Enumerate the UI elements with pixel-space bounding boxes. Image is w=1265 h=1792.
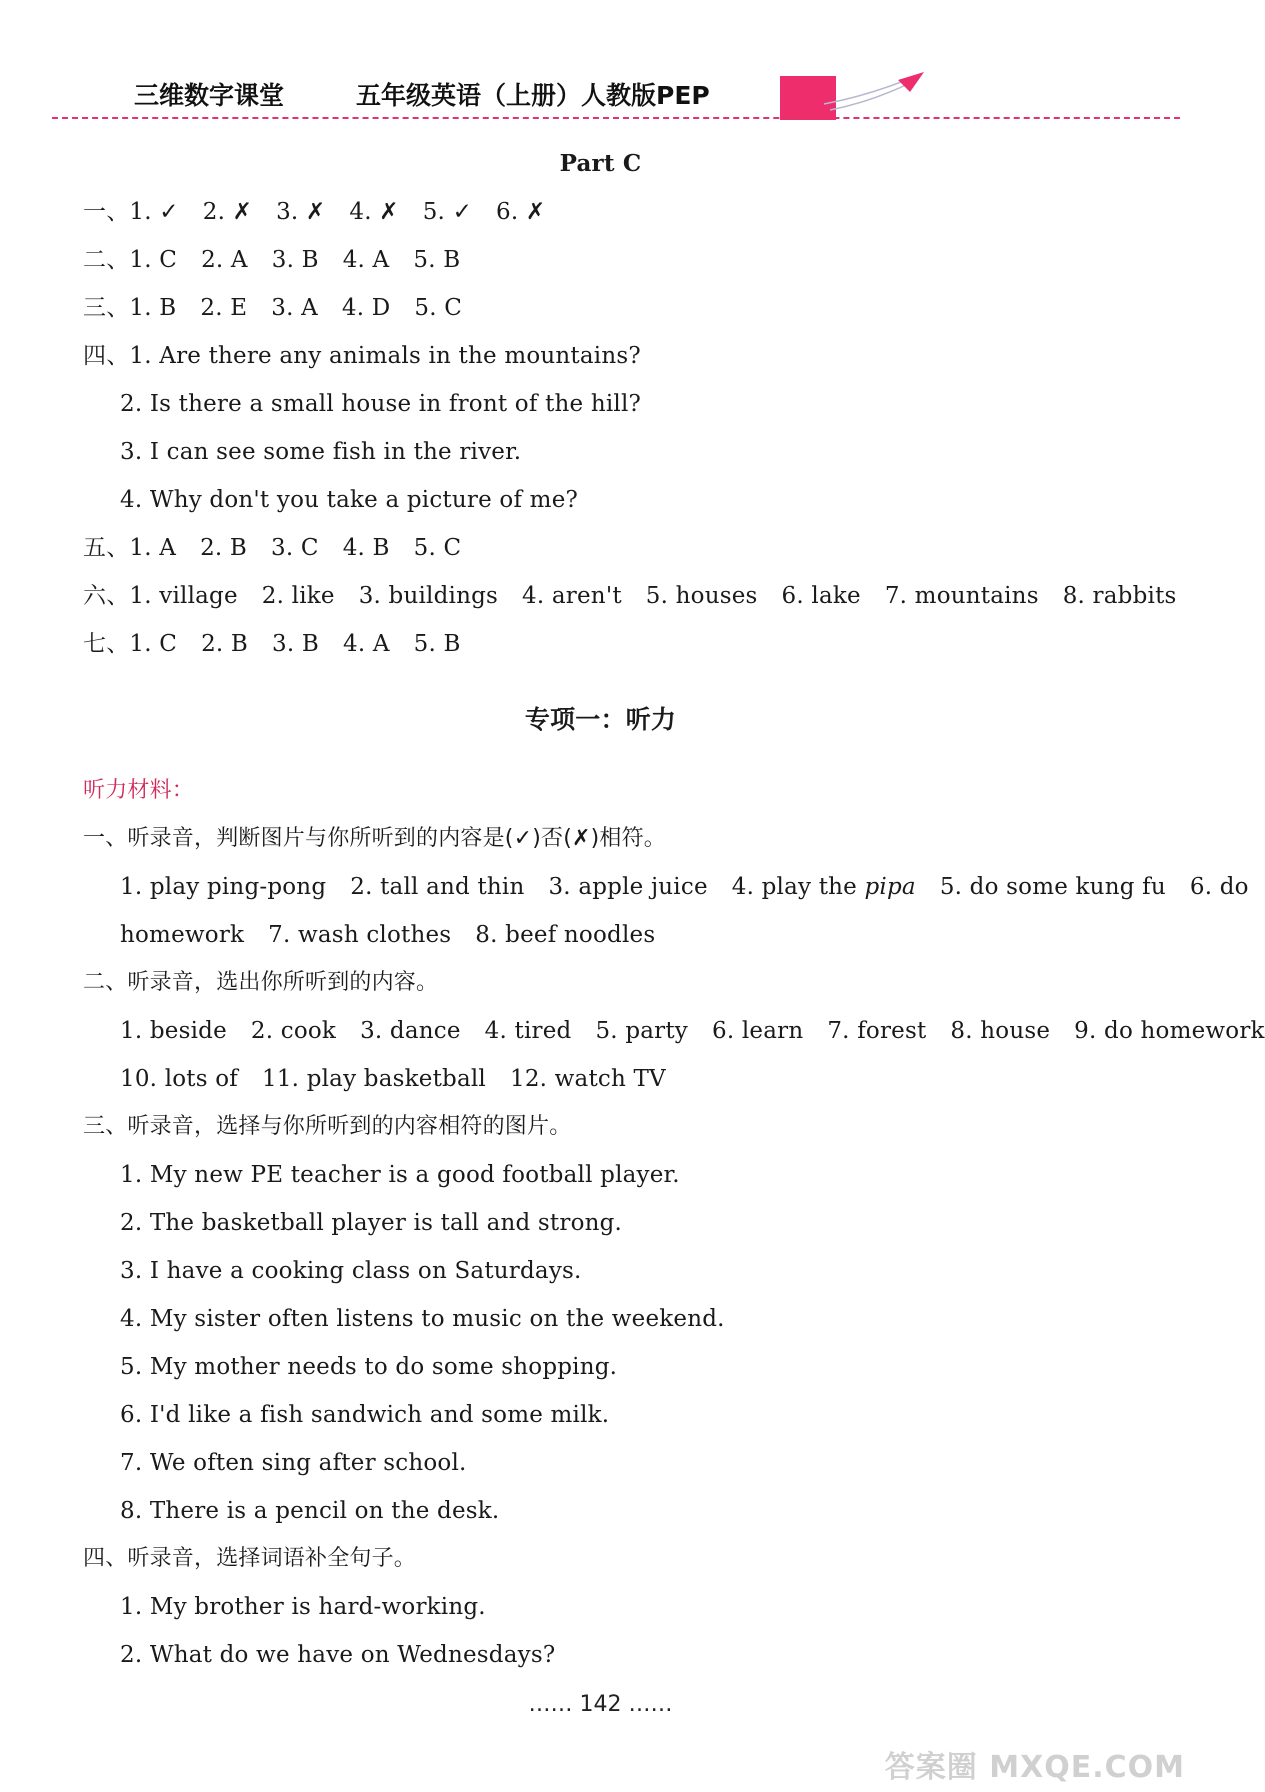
answer-row-5	[83, 533, 461, 563]
section-4-heading: 四、听录音，选择词语补全句子。	[83, 1546, 417, 1571]
sentence: 2. The basketball player is tall and strong.	[120, 1210, 623, 1236]
answer-item: 6. learn	[712, 1018, 804, 1044]
sentence: 1. My brother is hard-working.	[120, 1594, 486, 1620]
answer-item: 2. A	[201, 247, 248, 273]
sentence: 7. We often sing after school.	[120, 1450, 467, 1476]
answer-item: 1. ✓	[129, 199, 179, 225]
answer-item: 2. ✗	[202, 199, 253, 225]
answer-row-4-line-1	[83, 341, 641, 371]
answer-item: 3. B	[271, 247, 319, 273]
sentence: 4. Why don't you take a picture of me?	[120, 487, 579, 513]
sentence: 1. Are there any animals in the mountains?	[129, 343, 641, 369]
sentence: 3. I can see some fish in the river.	[120, 439, 522, 465]
answer-item: 12. watch TV	[509, 1066, 666, 1092]
answer-row-3	[83, 293, 462, 323]
row-label: 三、	[83, 295, 130, 321]
row-label: 四、	[83, 343, 130, 369]
answer-item: 2. B	[200, 535, 248, 561]
answer-item: homework	[120, 922, 245, 948]
answer-item: 7. forest	[827, 1018, 927, 1044]
answer-item: 8. house	[950, 1018, 1051, 1044]
row-label: 五、	[83, 535, 130, 561]
answer-row-1	[83, 197, 545, 227]
answer-item: 4. aren't	[522, 583, 622, 609]
answer-item: 5. C	[414, 295, 463, 321]
sentence: 5. My mother needs to do some shopping.	[120, 1354, 618, 1380]
answer-item: 4. ✗	[349, 199, 399, 225]
answer-item: 4. A	[342, 247, 390, 273]
pipa-prefix: 4. play the	[731, 874, 865, 900]
answer-item: 8. beef noodles	[475, 922, 656, 948]
answer-item: 5. ✓	[422, 199, 473, 225]
answer-item: 10. lots of	[120, 1066, 239, 1092]
sentence: 8. There is a pencil on the desk.	[120, 1498, 500, 1524]
answer-item: 5. C	[413, 535, 462, 561]
answer-item: 1. village	[129, 583, 238, 609]
answer-item: 2. B	[201, 631, 249, 657]
answer-item: 3. dance	[360, 1018, 461, 1044]
material-label: 听力材料：	[83, 778, 195, 803]
answer-item: 5. houses	[645, 583, 758, 609]
answer-item: 3. B	[272, 631, 319, 657]
answer-item: 5. do some kung fu	[939, 874, 1166, 900]
row-label: 二、	[83, 247, 130, 273]
answer-row-7	[83, 629, 461, 659]
answer-item: 1. C	[129, 247, 178, 273]
sentence: 3. I have a cooking class on Saturdays.	[120, 1258, 582, 1284]
sentence: 6. I'd like a fish sandwich and some milk.	[120, 1402, 610, 1428]
answer-row-2	[83, 245, 460, 275]
section-2-heading: 二、听录音，选出你所听到的内容。	[83, 970, 439, 995]
sentence: 2. What do we have on Wednesdays?	[120, 1642, 556, 1668]
answer-item: 2. E	[200, 295, 248, 321]
answer-item: 4. tired	[484, 1018, 572, 1044]
section-1-heading: 一、听录音，判断图片与你所听到的内容是(✓)否(✗)相符。	[83, 826, 667, 851]
pipa-word: pipa	[864, 874, 916, 900]
answer-item: 1. B	[129, 295, 177, 321]
row-label: 六、	[83, 583, 130, 609]
row-label: 一、	[83, 199, 130, 225]
answer-item: 2. cook	[250, 1018, 337, 1044]
page-number: …… 142 ……	[528, 1692, 673, 1717]
answer-item: 4. B	[342, 535, 390, 561]
answer-item: 7. mountains	[884, 583, 1039, 609]
answer-item: 1. play ping-pong	[120, 874, 327, 900]
answer-item: 6. do	[1189, 874, 1249, 900]
answer-item: 4. A	[343, 631, 390, 657]
watermark-logo: 答案圈 MXQE.COM	[884, 1750, 1185, 1785]
part-c-title: Part C	[559, 150, 642, 177]
answer-item: 1. beside	[120, 1018, 227, 1044]
answer-item: 2. tall and thin	[350, 874, 525, 900]
section-title: 专项一：听力	[524, 705, 677, 734]
answer-item: 4. D	[341, 295, 391, 321]
header-divider	[52, 117, 1180, 119]
answer-item	[732, 872, 916, 902]
answer-item: 5. B	[413, 631, 461, 657]
section-1-line-2	[120, 920, 655, 950]
sentence: 1. My new PE teacher is a good football player.	[120, 1162, 680, 1188]
answer-item: 7. wash clothes	[268, 922, 452, 948]
header-series-title: 三维数字课堂	[134, 81, 285, 110]
answer-item: 3. apple juice	[548, 874, 708, 900]
answer-item: 6. lake	[781, 583, 861, 609]
section-1-line-1	[120, 872, 1249, 902]
answer-item: 3. C	[271, 535, 319, 561]
header-book-title: 五年级英语（上册）人教版PEP	[356, 81, 710, 110]
answer-item: 1. C	[129, 631, 178, 657]
answer-item: 1. A	[129, 535, 177, 561]
sentence: 4. My sister often listens to music on the weekend.	[120, 1306, 725, 1332]
answer-item: 3. ✗	[276, 199, 326, 225]
answer-item: 6. ✗	[496, 199, 546, 225]
answer-item: 11. play basketball	[262, 1066, 486, 1092]
answer-item: 3. buildings	[358, 583, 499, 609]
section-2-line-1	[120, 1016, 1265, 1046]
answer-item: 5. party	[595, 1018, 688, 1044]
section-2-line-2	[120, 1064, 666, 1094]
answer-item: 8. rabbits	[1062, 583, 1177, 609]
sentence: 2. Is there a small house in front of the hill?	[120, 391, 642, 417]
section-3-heading: 三、听录音，选择与你所听到的内容相符的图片。	[83, 1114, 572, 1139]
answer-item: 9. do homework	[1074, 1018, 1265, 1044]
answer-item: 2. like	[261, 583, 335, 609]
answer-item: 3. A	[271, 295, 318, 321]
row-label: 七、	[83, 631, 130, 657]
answer-item: 5. B	[413, 247, 461, 273]
answer-row-6	[83, 581, 1177, 611]
